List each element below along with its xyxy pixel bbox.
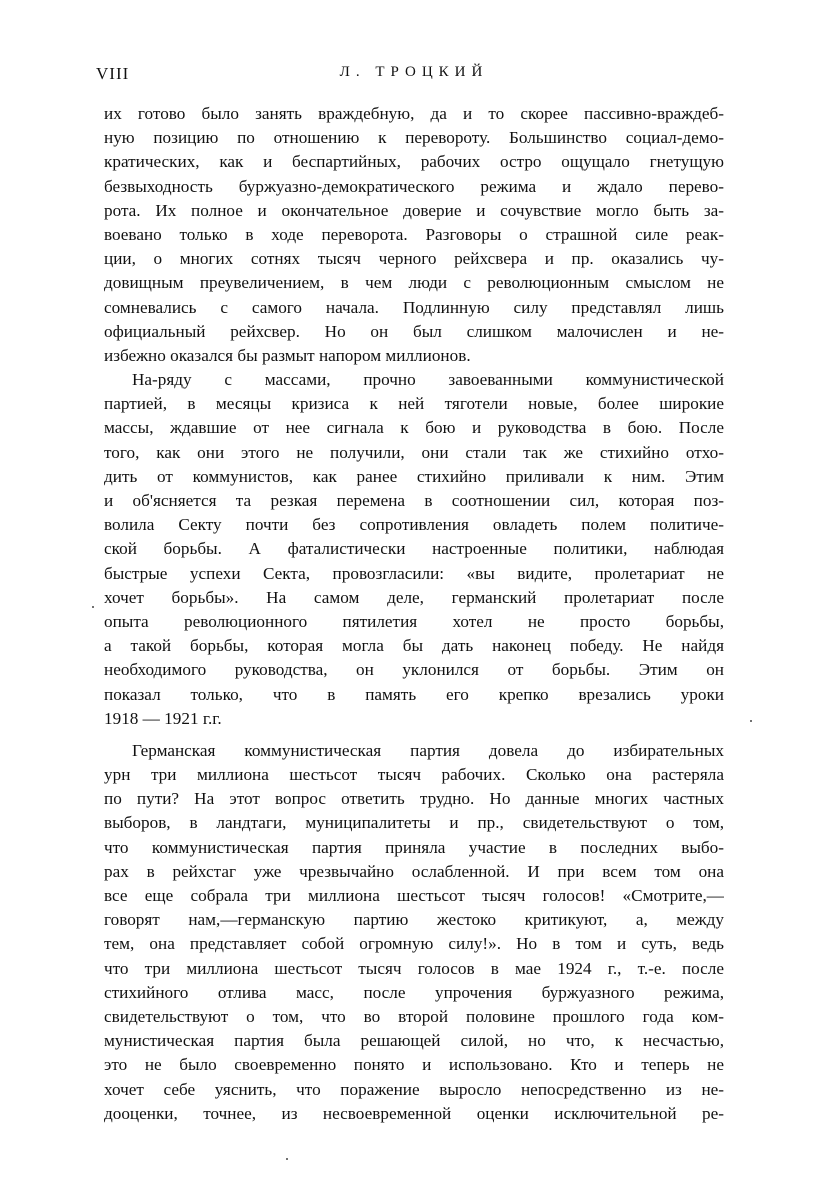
text-line: дооценки, точнее, из несвоевременной оценки исключительной ре-	[104, 1103, 724, 1123]
text-line: того, как они этого не получили, они стали так же стихийно отхо-	[104, 442, 724, 462]
text-line: рота. Их полное и окончательное доверие и сочувствие могло быть за-	[104, 200, 724, 220]
page-header	[96, 64, 732, 88]
text-line: ской борьбы. А фаталистически настроенные политики, наблюдая	[104, 539, 724, 559]
text-line: партией, в месяцы кризиса к ней тяготели новые, более широкие	[104, 394, 724, 414]
text-line: хочет себе уяснить, что поражение выросло непосредственно из не-	[104, 1079, 724, 1099]
scan-speck	[286, 1158, 288, 1160]
text-line: ную позицию по отношению к перевороту. Большинство социал-демо-	[104, 128, 724, 148]
text-line: кратических, как и беспартийных, рабочих остро ощущало гнетущую	[104, 152, 724, 172]
text-line: 1918 — 1921 г.г.	[104, 708, 222, 728]
text-line: показал только, что в память его крепко врезались уроки	[104, 684, 724, 704]
text-line: массы, ждавшие от нее сигнала к бою и руководства в бою. После	[104, 418, 724, 438]
text-line: стихийного отлива масс, после упрочения буржуазного режима,	[104, 982, 724, 1002]
text-line: и об'ясняется та резкая перемена в соотношении сил, которая поз-	[104, 491, 724, 510]
text-line: воевано только в ходе переворота. Разговоры о страшной силе реак-	[104, 224, 724, 244]
text-line: На-ряду с массами, прочно завоеванными коммунистической	[132, 370, 724, 390]
text-line: опыта революционного пятилетия хотел не просто борьбы,	[104, 611, 724, 631]
text-line: быстрые успехи Секта, провозгласили: «вы видите, пролетариат не	[104, 563, 724, 583]
text-line: это не было своевременно понято и использовано. Кто и теперь не	[104, 1055, 724, 1075]
text-line: официальный рейхсвер. Но он был слишком малочислен и не-	[104, 321, 724, 341]
text-line: выборов, в ландтаги, муниципалитеты и пр., свидетельствуют о том,	[104, 813, 724, 833]
text-line: сомневались с самого начала. Подлинную силу представлял лишь	[104, 297, 724, 317]
text-line: свидетельствуют о том, что во второй половине прошлого года ком-	[104, 1006, 724, 1026]
text-line: избежно оказался бы размыт напором миллионов.	[104, 345, 471, 365]
running-head: Л. ТРОЦКИЙ	[339, 64, 489, 80]
text-line: говорят нам,—германскую партию жестоко критикуют, а, между	[104, 910, 724, 930]
text-line: урн три миллиона шестьсот тысяч рабочих. Сколько она растеряла	[104, 765, 724, 785]
text-line: рах в рейхстаг уже чрезвычайно ослабленной. И при всем том она	[104, 861, 724, 881]
text-line: мунистическая партия была решающей силой, но что, к несчастью,	[104, 1031, 724, 1051]
scan-speck	[92, 606, 94, 608]
text-line: их готово было занять враждебную, да и то скорее пассивно-враждеб-	[104, 104, 724, 123]
text-line: по пути? На этот вопрос ответить трудно. Но данные многих частных	[104, 789, 724, 809]
body-text	[104, 102, 724, 1126]
text-line: довищным преувеличением, в чем люди с революционным смыслом не	[104, 273, 724, 293]
text-line: ции, о многих сотнях тысяч черного рейхсвера и пр. оказались чу-	[104, 249, 724, 269]
text-line: дить от коммунистов, как ранее стихийно приливали к ним. Этим	[104, 466, 724, 486]
text-line: Германская коммунистическая партия довела до избирательных	[132, 740, 724, 760]
scan-speck	[750, 720, 752, 722]
text-line: что три миллиона шестьсот тысяч голосов в мае 1924 г., т.-е. после	[104, 958, 724, 978]
text-line: а такой борьбы, которая могла бы дать наконец победу. Не найдя	[104, 636, 724, 656]
text-line: хочет борьбы». На самом деле, германский пролетариат после	[104, 587, 724, 607]
text-line: необходимого руководства, он уклонился от борьбы. Этим он	[104, 660, 724, 680]
page-number: VIII	[96, 64, 130, 83]
text-line: безвыходность буржуазно-демократического режима и ждало перево-	[104, 176, 724, 196]
text-line: тем, она представляет собой огромную силу!». Но в том и суть, ведь	[104, 934, 724, 954]
text-line: все еще собрала три миллиона шестьсот тысяч голосов! «Смотрите,—	[104, 886, 724, 905]
text-line: волила Секту почти без сопротивления овладеть полем политиче-	[104, 515, 724, 535]
text-line: что коммунистическая партия приняла участие в последних выбо-	[104, 837, 724, 857]
